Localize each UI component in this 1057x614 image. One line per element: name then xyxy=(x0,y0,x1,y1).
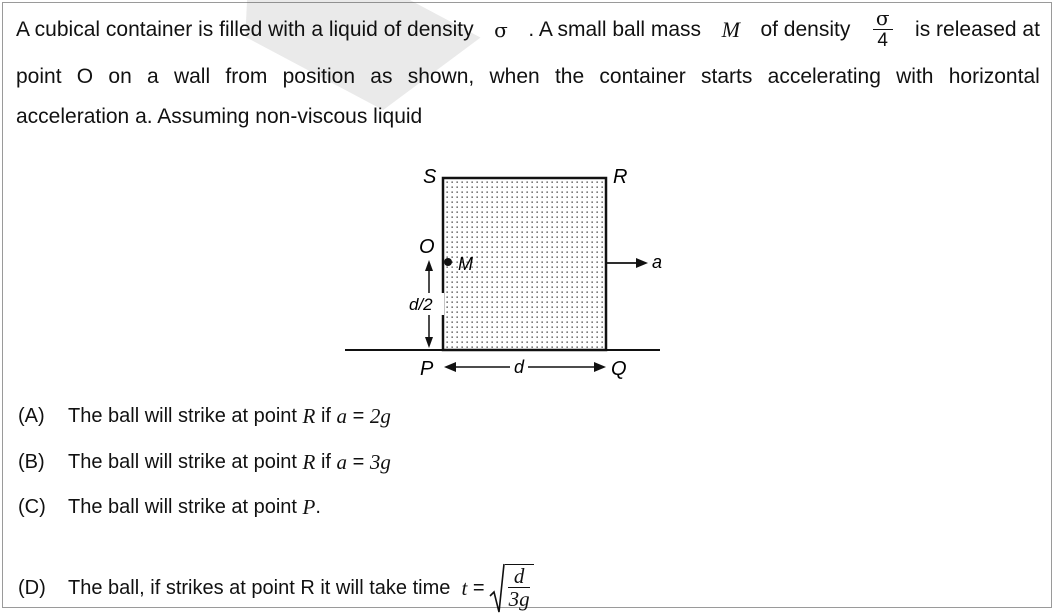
fraction-numerator: σ xyxy=(873,8,893,30)
q-line2-word: O xyxy=(76,65,94,88)
q-line2-word: when xyxy=(489,65,540,88)
option-d[interactable] xyxy=(18,562,534,614)
option-b-val: 3g xyxy=(369,450,391,474)
question-line-3: acceleration a. Assuming non-viscous liquid xyxy=(16,105,423,128)
q-line2-word: container xyxy=(599,65,686,88)
q-line1-post: is released at xyxy=(915,17,1040,41)
option-c-label: (C) xyxy=(18,496,46,518)
sqrt-radicand xyxy=(505,564,534,610)
q-line1-of: of density xyxy=(760,17,851,41)
question-line-1 xyxy=(16,8,1040,51)
label-d2: d/2 xyxy=(409,295,433,314)
q-line2-word: with xyxy=(896,65,934,88)
option-b-text: The ball will strike at point xyxy=(68,451,297,473)
label-a: a xyxy=(652,252,663,272)
option-b[interactable] xyxy=(18,450,391,474)
q-line2-word: as xyxy=(370,65,393,88)
option-a-label: (A) xyxy=(18,405,45,427)
q-line1-sigma: σ xyxy=(494,17,508,42)
option-b-label: (B) xyxy=(18,451,45,473)
sqrt-denominator: 3g xyxy=(508,587,530,611)
q-line1-mid: . A small ball mass xyxy=(528,17,702,41)
option-d-label: (D) xyxy=(18,577,46,599)
label-S: S xyxy=(423,166,437,188)
option-c[interactable] xyxy=(18,495,321,519)
q-line2-word: wall xyxy=(173,65,211,88)
option-c-end: . xyxy=(315,496,321,518)
option-b-point: R xyxy=(302,450,316,474)
label-d: d xyxy=(514,357,525,377)
option-d-text: The ball, if strikes at point R it will take time xyxy=(68,577,451,599)
q-line2-word: accelerating xyxy=(767,65,881,88)
label-M: M xyxy=(458,254,473,274)
label-O: O xyxy=(419,236,435,258)
width-arrowhead-right xyxy=(594,362,606,372)
ball-M xyxy=(444,258,452,266)
q-line2-word: on xyxy=(108,65,132,88)
q-line2-word: point xyxy=(16,65,62,88)
option-b-var: a xyxy=(336,450,347,474)
option-a-eq: = xyxy=(352,405,365,427)
label-R: R xyxy=(613,166,628,188)
option-d-eq: = xyxy=(472,577,485,599)
q-line2-word: starts xyxy=(701,65,753,88)
label-Q: Q xyxy=(611,358,627,380)
q-line1-pre: A cubical container is filled with a liquid of density xyxy=(16,17,474,41)
acceleration-arrowhead xyxy=(636,258,648,268)
sqrt-sign xyxy=(489,562,505,614)
question-line-2 xyxy=(16,64,1040,90)
height-arrowhead-down xyxy=(425,337,433,348)
sqrt-numerator: d xyxy=(508,565,531,588)
width-arrowhead-left xyxy=(444,362,456,372)
q-line2-word: horizontal xyxy=(948,65,1040,88)
q-line2-word: position xyxy=(282,65,356,88)
q-line2-word: from xyxy=(225,65,268,88)
q-line2-word: shown, xyxy=(407,65,475,88)
option-d-t: t xyxy=(461,576,468,600)
option-a[interactable] xyxy=(18,404,391,428)
q-line2-word: a xyxy=(147,65,159,88)
label-P: P xyxy=(420,358,434,380)
height-arrowhead-up xyxy=(425,260,433,271)
option-a-point: R xyxy=(302,404,316,428)
option-c-text: The ball will strike at point xyxy=(68,496,297,518)
density-fraction xyxy=(873,8,893,51)
option-b-if: if xyxy=(320,451,331,473)
option-a-val: 2g xyxy=(369,404,391,428)
q-line1-M: M xyxy=(721,16,740,42)
option-a-text: The ball will strike at point xyxy=(68,405,297,427)
option-a-var: a xyxy=(336,404,347,428)
option-b-eq: = xyxy=(352,451,365,473)
option-a-if: if xyxy=(320,405,331,427)
q-line2-word: the xyxy=(554,65,585,88)
option-c-point: P xyxy=(302,495,316,519)
container-diagram xyxy=(330,150,690,385)
fraction-denominator: 4 xyxy=(877,30,888,51)
sqrt-expression xyxy=(489,562,534,614)
